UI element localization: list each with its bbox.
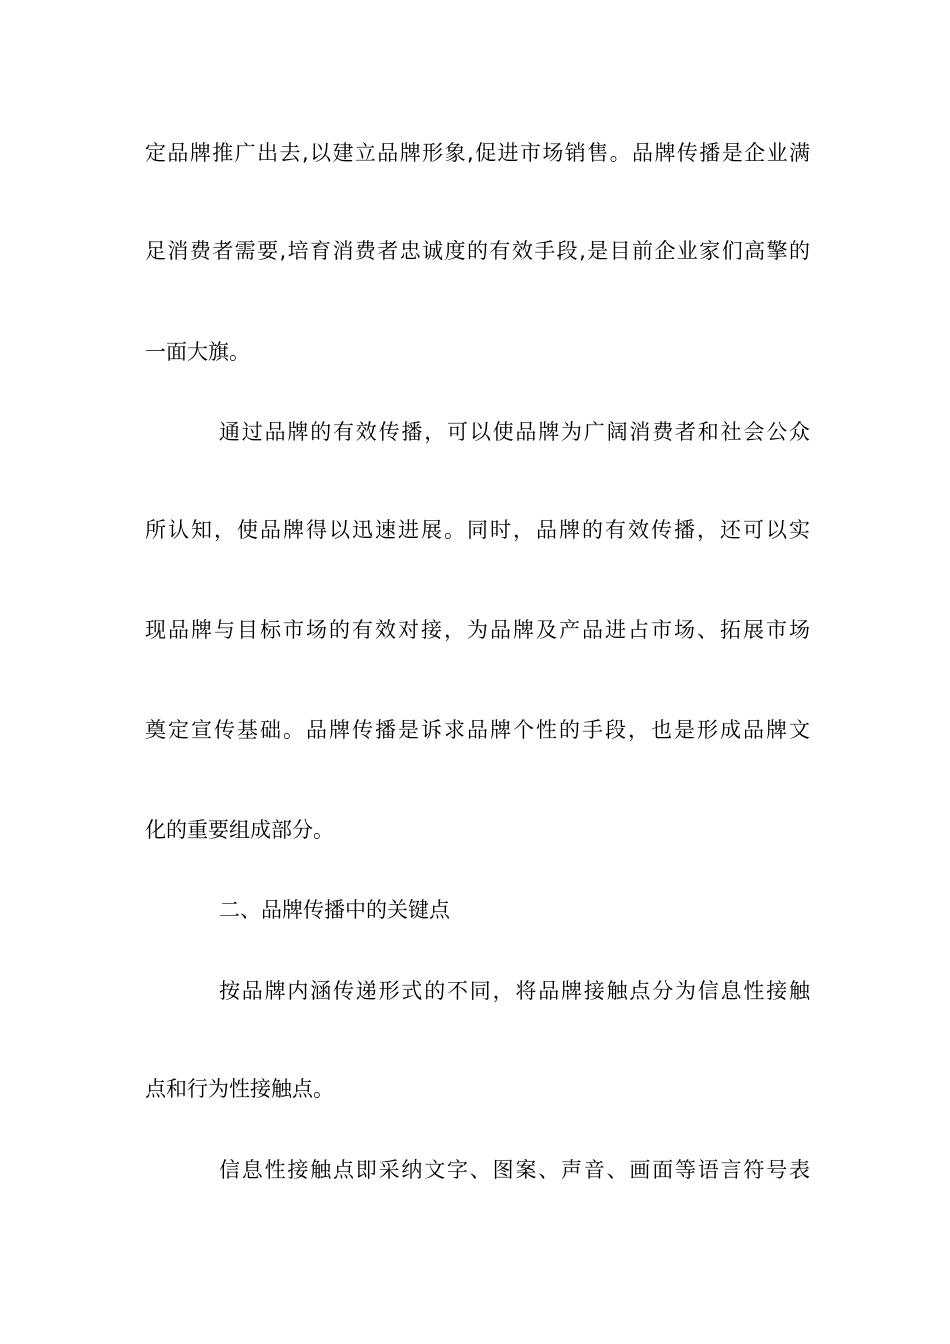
paragraph-line: 点和行为性接触点。 xyxy=(145,1077,334,1101)
paragraph-line: 足消费者需要,培育消费者忠诚度的有效手段,是目前企业家们高擎的 xyxy=(145,239,810,263)
paragraph-line: 奠定宣传基础。品牌传播是诉求品牌个性的手段，也是形成品牌文 xyxy=(145,718,810,742)
paragraph-line: 化的重要组成部分。 xyxy=(145,818,334,842)
paragraph-line: 定品牌推广出去,以建立品牌形象,促进市场销售。品牌传播是企业满 xyxy=(145,141,810,165)
paragraph-line: 现品牌与目标市场的有效对接，为品牌及产品进占市场、拓展市场 xyxy=(145,618,810,642)
paragraph-line: 所认知，使品牌得以迅速进展。同时，品牌的有效传播，还可以实 xyxy=(145,518,810,542)
paragraph-line: 通过品牌的有效传播，可以使品牌为广阔消费者和社会公众 xyxy=(219,420,810,444)
section-heading: 二、品牌传播中的关键点 xyxy=(219,898,450,922)
paragraph-line: 按品牌内涵传递形式的不同，将品牌接触点分为信息性接触 xyxy=(219,979,810,1003)
paragraph-line: 信息性接触点即采纳文字、图案、声音、画面等语言符号表 xyxy=(219,1158,810,1182)
paragraph-line: 一面大旗。 xyxy=(145,340,250,364)
